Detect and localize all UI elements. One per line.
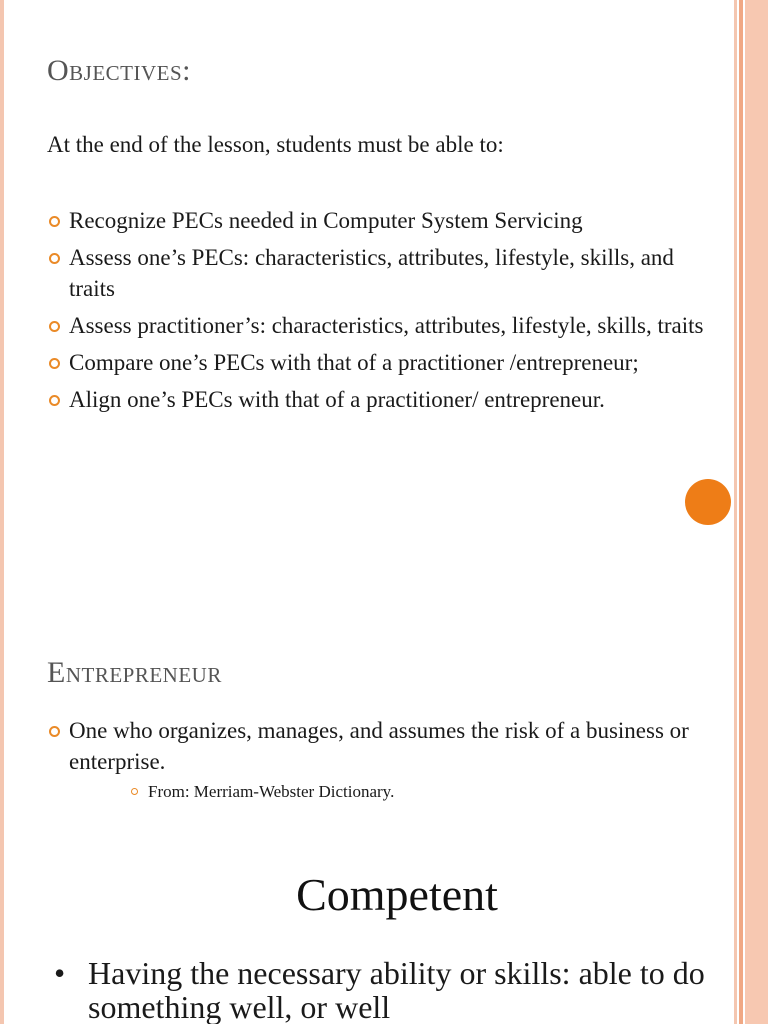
- list-item-text: Compare one’s PECs with that of a practitioner /entrepreneur;: [69, 349, 639, 375]
- definition-item: [54, 956, 768, 1024]
- list-item-text: Align one’s PECs with that of a practitioner/ entrepreneur.: [69, 386, 605, 412]
- bullet-ring-icon: [49, 395, 60, 406]
- definition-text: Having the necessary ability or skills: able to do something well, or well: [88, 955, 705, 1024]
- slide-heading: Objectives:: [47, 54, 192, 87]
- objectives-list: [47, 206, 707, 422]
- bullet-ring-icon: [49, 321, 60, 332]
- list-item: [47, 385, 707, 416]
- list-item-text: Assess one’s PECs: characteristics, attributes, lifestyle, skills, and traits: [69, 245, 674, 301]
- slide-competent: [0, 850, 740, 1024]
- bullet-ring-icon: [49, 253, 60, 264]
- definition-list: [47, 716, 707, 784]
- list-item: [47, 243, 707, 304]
- list-item: [47, 206, 707, 237]
- list-item-text: Recognize PECs needed in Computer System Servicing: [69, 208, 583, 233]
- list-item-text: One who organizes, manages, and assumes the risk of a business or enterprise.: [69, 718, 689, 774]
- bullet-ring-icon: [49, 216, 60, 227]
- list-item: [47, 348, 707, 379]
- orange-dot-decoration: [685, 479, 731, 525]
- source-citation: [130, 782, 394, 802]
- slide-entrepreneur: [0, 640, 740, 840]
- bullet-ring-icon: [49, 726, 60, 737]
- list-item-text: Assess practitioner’s: characteristics, attributes, lifestyle, skills, traits: [69, 312, 704, 338]
- sub-bullet-ring-icon: [131, 788, 138, 795]
- bullet-dot-icon: •: [54, 955, 66, 991]
- intro-text: At the end of the lesson, students must be able to:: [47, 132, 504, 157]
- list-item: [47, 311, 707, 342]
- list-item: [47, 716, 707, 777]
- source-text: From: Merriam-Webster Dictionary.: [148, 782, 395, 801]
- slide-title: Competent: [296, 869, 498, 920]
- bullet-ring-icon: [49, 358, 60, 369]
- slide-heading: Entrepreneur: [47, 656, 222, 689]
